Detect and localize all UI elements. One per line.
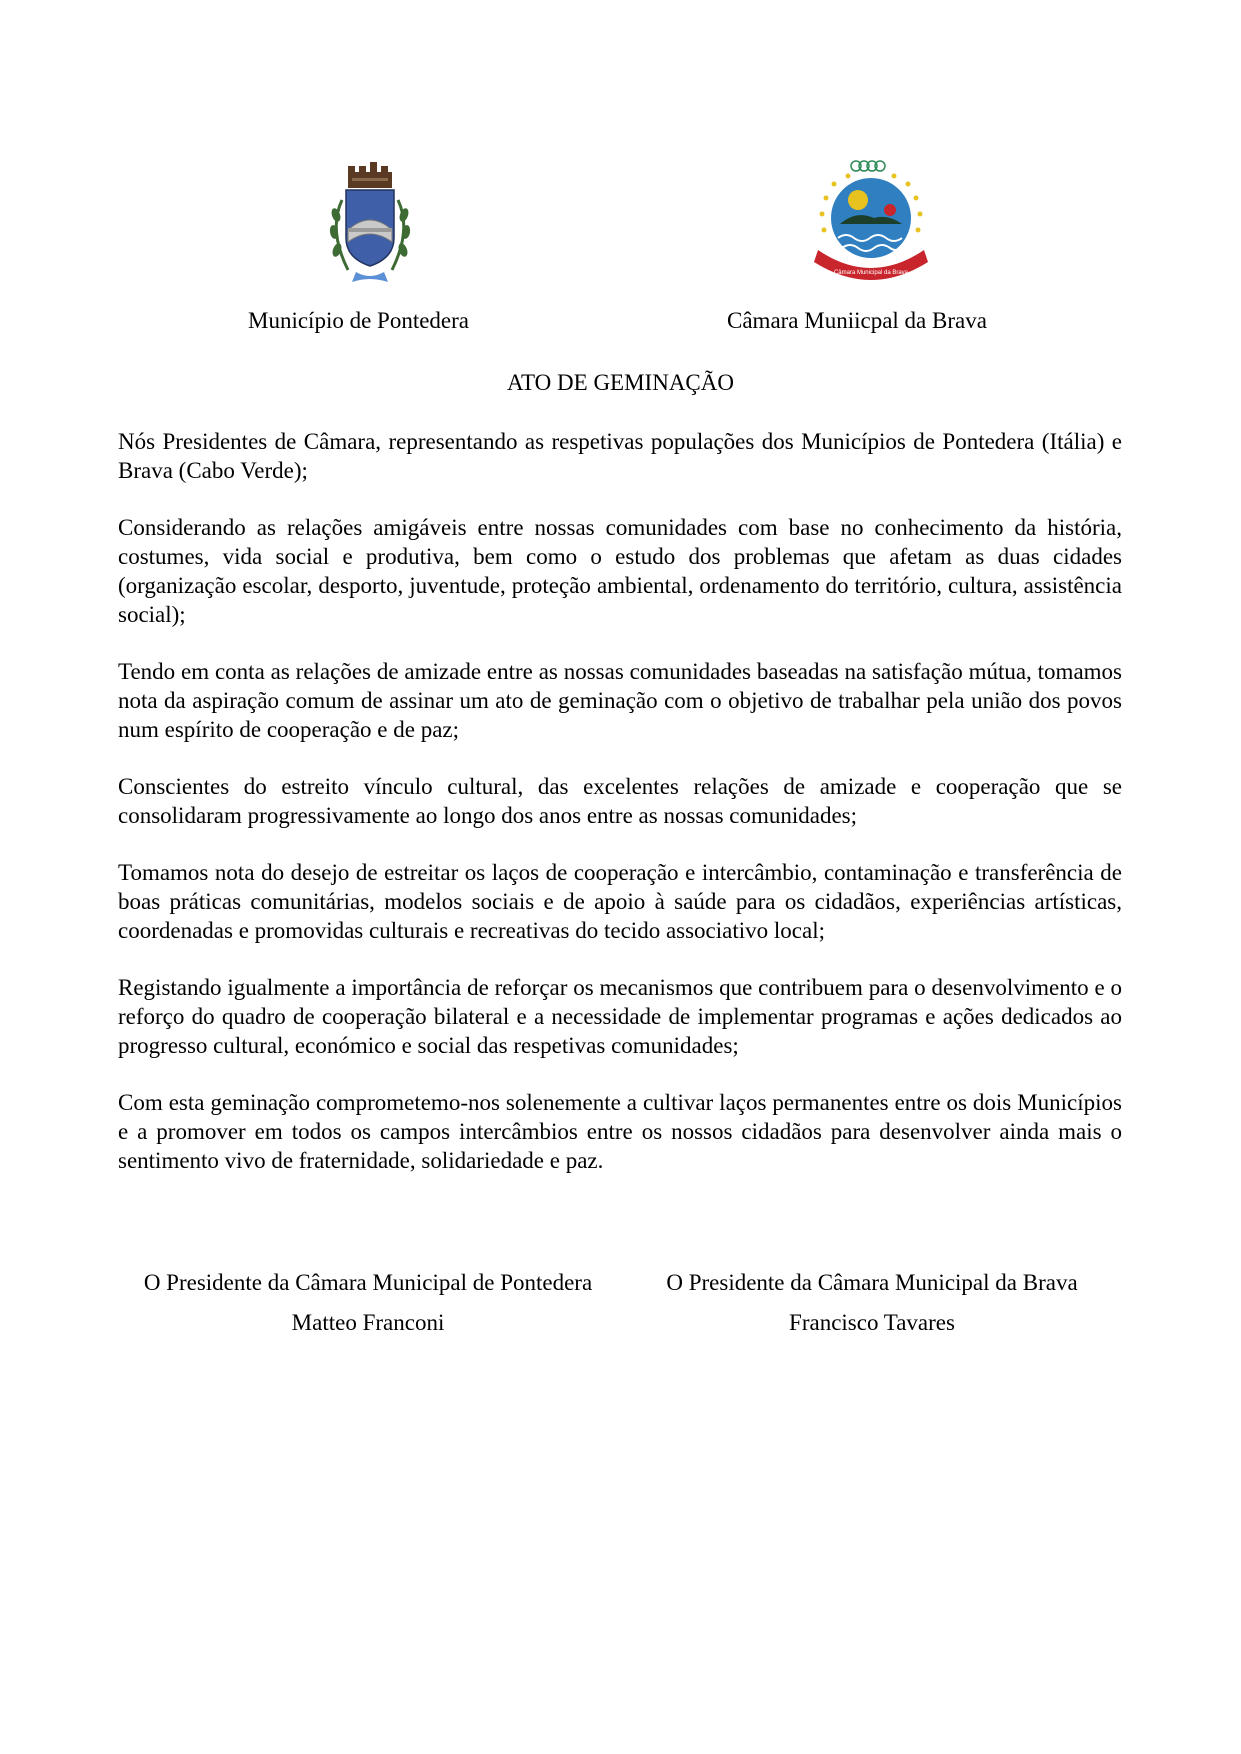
signature-name: Francisco Tavares [789,1310,955,1335]
signature-block-pontedera [118,1268,618,1338]
paragraph: Tendo em conta as relações de amizade entre as nossas comunidades baseadas na satisfação mútua, tomamos nota da aspiração comum de assinar um ato de geminação com o objetivo de trabalhar pela união dos povos num espírito de cooperação e de paz; [118,659,1122,742]
paragraph: Tomamos nota do desejo de estreitar os laços de cooperação e intercâmbio, contaminação e transferência de boas práticas comunitárias, modelos sociais e de apoio à saúde para os cidadãos, experiências artísticas, coordenadas e promovidas culturais e recreativas do tecido associativo local; [118,860,1122,943]
pontedera-caption: Município de Pontedera [248,308,470,333]
paragraph: Com esta geminação comprometemo-nos solenemente a cultivar laços permanentes entre os dois Municípios e a promover em todos os campos intercâmbios entre os nossos cidadãos para desenvolver ainda mais o sentimento vivo de fraternidade, solidariedade e paz. [118,1090,1122,1173]
document-title [0,368,1241,398]
signature-role: O Presidente da Câmara Municipal de Pontedera [143,1270,593,1295]
paragraph: Registando igualmente a importância de reforçar os mecanismos que contribuem para o desenvolvimento e o reforço do quadro de cooperação bilateral e a necessidade de implementar programas e ações dedicados ao progresso cultural, económico e social das respetivas comunidades; [118,975,1122,1058]
document-body [118,427,1122,1203]
signature-name: Matteo Franconi [291,1310,445,1335]
brava-caption: Câmara Muniicpal da Brava [727,308,987,333]
document-title-text: ATO DE GEMINAÇÃO [506,370,734,395]
municipal-seal-icon [804,158,938,288]
signature-block-brava [622,1268,1122,1338]
signature-role: O Presidente da Câmara Municipal da Brava [666,1270,1078,1295]
coat-of-arms-icon [318,160,422,288]
paragraph: Nós Presidentes de Câmara, representando as respetivas populações dos Municípios de Pontedera (Itália) e Brava (Cabo Verde); [118,429,1122,483]
svg-text:Câmara Municipal da Brava: Câmara Municipal da Brava [833,270,909,276]
pontedera-coat-of-arms-logo [318,160,422,288]
paragraph: Considerando as relações amigáveis entre nossas comunidades com base no conhecimento da história, costumes, vida social e produtiva, bem como o estudo dos problemas que afetam as duas cidades (organização escolar, desporto, juventude, proteção ambiental, ordenamento do território, cultura, assistência social); [118,515,1122,627]
brava-municipal-seal-logo [804,158,938,288]
paragraph: Conscientes do estreito vínculo cultural, das excelentes relações de amizade e cooperação que se consolidaram progressivamente ao longo dos anos entre as nossas comunidades; [118,774,1122,828]
